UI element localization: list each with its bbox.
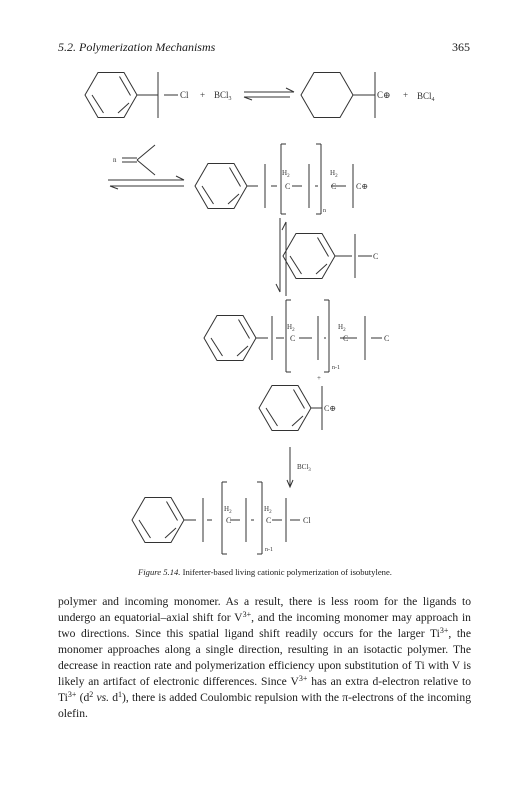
figure-caption: [60, 567, 470, 577]
cumyl-cation-label: C⊕: [324, 404, 337, 413]
chain-c-1: C: [290, 334, 296, 343]
chain-h2-1: $H_2$: [287, 323, 295, 333]
chain-h2-2: $H_2$: [338, 323, 346, 333]
final-cl: Cl: [303, 516, 311, 525]
benzene-ring-2: [195, 164, 247, 209]
scheme-plus-sign: +: [317, 374, 321, 382]
final-h2-1: $H_2$: [224, 505, 232, 515]
polymer-c-1: C: [285, 182, 291, 191]
final-repeat: n-1: [265, 547, 273, 553]
polymer-cation-end: C⊕: [356, 182, 369, 191]
benzene-ring-3: [283, 234, 335, 279]
polymer-c-2: C: [331, 182, 337, 191]
final-c-2: C: [266, 516, 272, 525]
scheme-label-cl: Cl: [180, 90, 189, 100]
scheme-label-cation-1: C⊕: [377, 90, 391, 100]
page-number: 365: [452, 40, 470, 54]
polymer-h2-1: $H_2$: [282, 169, 290, 179]
benzene-ring-6: [132, 498, 184, 543]
scheme-label-bcl3: BCl$_3$: [214, 90, 232, 102]
reagent-bcl3: BCl$_3$: [297, 463, 311, 473]
isobutylene: [122, 145, 155, 175]
chain-c-end: C: [384, 334, 390, 343]
benzene-ring-4: [204, 316, 256, 361]
final-c-1: C: [226, 516, 232, 525]
figure-caption-text: Iniferter-based living cationic polymerization of isobutylene.: [182, 567, 392, 577]
benzene-ring-1: [85, 73, 137, 118]
chain-repeat: n-1: [332, 365, 340, 371]
benzene-ring-5: [259, 386, 311, 431]
scheme-label-bcl4: BCl$_4$: [417, 91, 435, 103]
running-head: 5.2. Polymerization Mechanisms: [58, 40, 216, 54]
cyclohexane-ring: [301, 73, 353, 118]
polymer-repeat-n: n: [323, 208, 326, 214]
polymer-h2-2: $H_2$: [330, 169, 338, 179]
chain-c-2: C: [343, 334, 349, 343]
scheme-plus-2: +: [403, 90, 409, 100]
final-h2-2: $H_2$: [264, 505, 272, 515]
scheme-n-coefficient: n: [113, 156, 117, 164]
scheme-plus-1: +: [200, 90, 206, 100]
cumyl-c-label: C: [373, 252, 379, 261]
figure-label: Figure 5.14.: [138, 567, 181, 577]
body-paragraph: polymer and incoming monomer. As a result, there is less room for the ligands to undergo an equatorial–axial shift for $V^{3+}$, and the incoming monomer may approach in two directions. Since this spatial ligand shift readily occurs for the larger $Ti^{3+}$, the monomer approaches along a single direction, resulting in an isotactic polymer. The decrease in reaction rate and polymerization efficiency upon substitution of Ti with V is likely an artifact of electronic differences. Since $V^{3+}$ has an extra d-electron relative to $Ti^{3+}$ ($d^2$ vs. $d^1$), there is added Coulombic repulsion with the π-electrons of the incoming olefin.: [58, 595, 471, 720]
